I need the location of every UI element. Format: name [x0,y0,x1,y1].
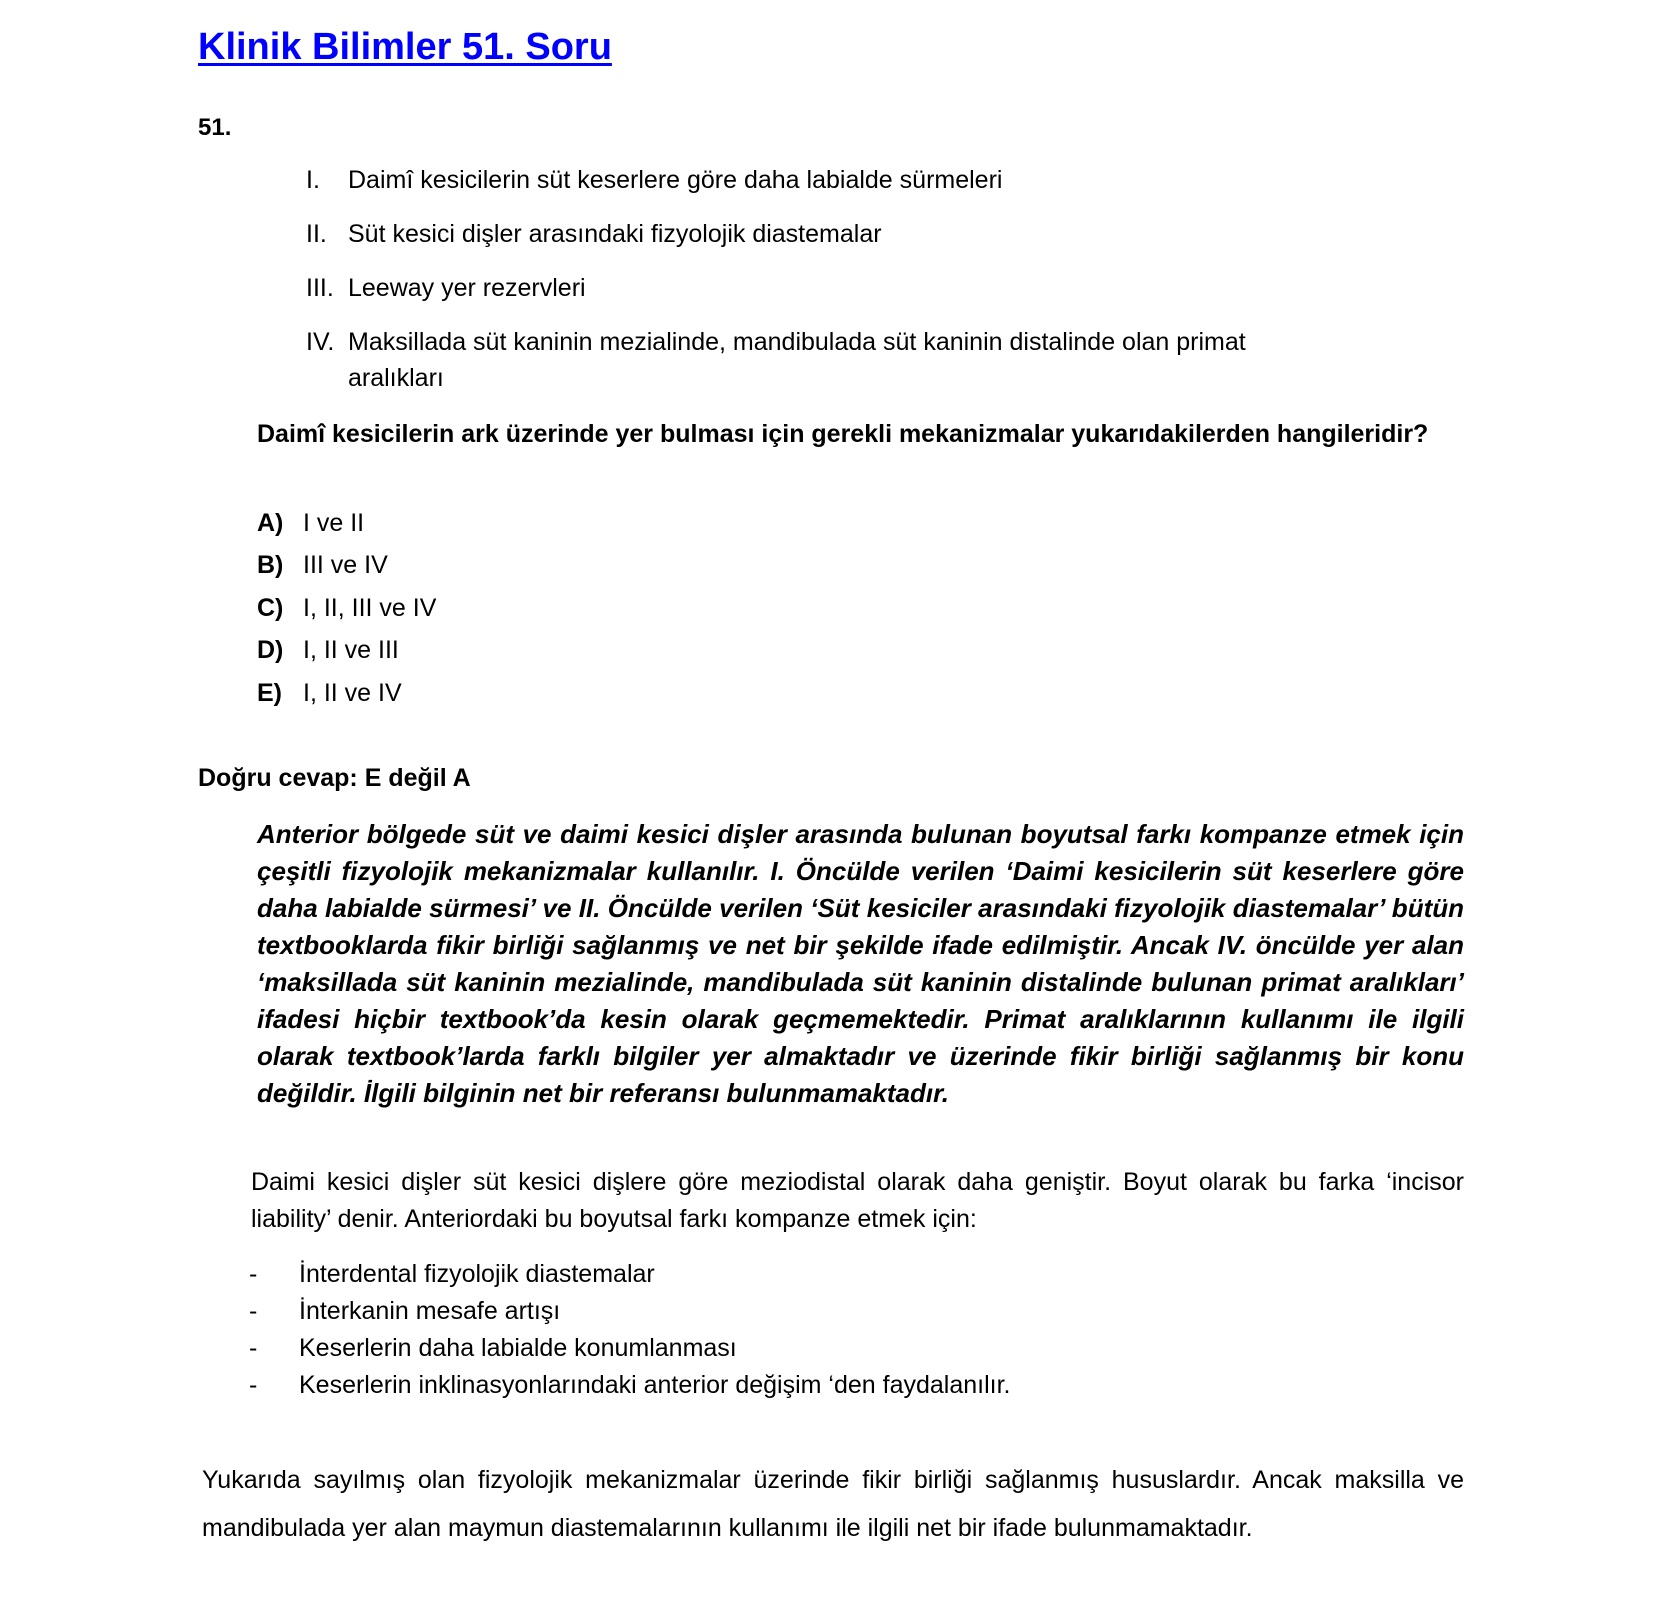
question-stem: Daimî kesicilerin ark üzerinde yer bulması için gerekli mekanizmalar yukarıdakilerden hangileridir? [257,420,1429,448]
bullet-marker: - [249,1371,258,1399]
premise-text: Süt kesici dişler arasındaki fizyolojik diastemalar [348,220,882,248]
option-text: I, II ve III [303,636,399,664]
option-letter: B) [257,551,284,579]
correct-answer: Doğru cevap: E değil A [198,764,471,792]
list-item-text: Keserlerin inklinasyonlarındaki anterior değişim ‘den faydalanılır. [299,1371,1011,1399]
premise-text-continued: aralıkları [348,364,444,392]
premise-numeral: I. [306,166,320,194]
option-letter: D) [257,636,284,664]
premise-numeral: II. [306,220,327,248]
option-text: I, II, III ve IV [303,594,437,622]
bullet-marker: - [249,1297,258,1325]
premise-text: Daimî kesicilerin süt keserlere göre daha labialde sürmeleri [348,166,1003,194]
page-title-link[interactable]: Klinik Bilimler 51. Soru [198,26,612,68]
option-text: III ve IV [303,551,388,579]
premise-text: Maksillada süt kaninin mezialinde, mandibulada süt kaninin distalinde olan primat [348,328,1246,356]
option-letter: A) [257,509,284,537]
premise-numeral: IV. [306,328,335,356]
option-text: I, II ve IV [303,679,402,707]
list-item-text: İnterdental fizyolojik diastemalar [299,1260,655,1288]
option-text: I ve II [303,509,365,537]
conclusion-paragraph: Yukarıda sayılmış olan fizyolojik mekanizmalar üzerinde fikir birliği sağlanmış hususlardır. Ancak maksilla ve mandibulada yer alan maymun diastemalarının kullanımı ile ilgili net bir ifade bulunmamaktadır. [202,1466,1464,1542]
option-letter: E) [257,679,282,707]
explanation-plain: Daimi kesici dişler süt kesici dişlere göre meziodistal olarak daha geniştir. Boyut olarak bu farka ‘incisor liability’ denir. Anteriordaki bu boyutsal farkı kompanze etmek için: [251,1168,1464,1233]
premise-numeral: III. [306,274,334,302]
explanation-emphasis: Anterior bölgede süt ve daimi kesici dişler arasında bulunan boyutsal farkı kompanze etmek için çeşitli fizyolojik mekanizmalar kullanılır. I. Öncülde verilen ‘Daimi kesicilerin süt keserlere göre daha labialde sürmesi’ ve II. Öncülde verilen ‘Süt kesiciler arasındaki fizyolojik diastemalar’ bütün textbooklarda fikir birliği sağlanmış ve net bir şekilde ifade edilmiştir. Ancak IV. öncülde yer alan ‘maksillada süt kaninin mezialinde, mandibulada süt kaninin distalinde bulunan primat aralıkları’ ifadesi hiçbir textbook’da kesin olarak geçmemektedir. Primat aralıklarının kullanımı ile ilgili olarak textbook’larda farklı bilgiler yer almaktadır ve üzerinde fikir birliği sağlanmış bir konu değildir. İlgili bilginin net bir referansı bulunmamaktadır. [257,819,1464,1108]
premise-text: Leeway yer rezervleri [348,274,586,302]
question-number: 51. [198,114,232,141]
list-item-text: Keserlerin daha labialde konumlanması [299,1334,737,1362]
bullet-marker: - [249,1260,258,1288]
bullet-marker: - [249,1334,258,1362]
option-letter: C) [257,594,284,622]
list-item-text: İnterkanin mesafe artışı [299,1297,561,1325]
